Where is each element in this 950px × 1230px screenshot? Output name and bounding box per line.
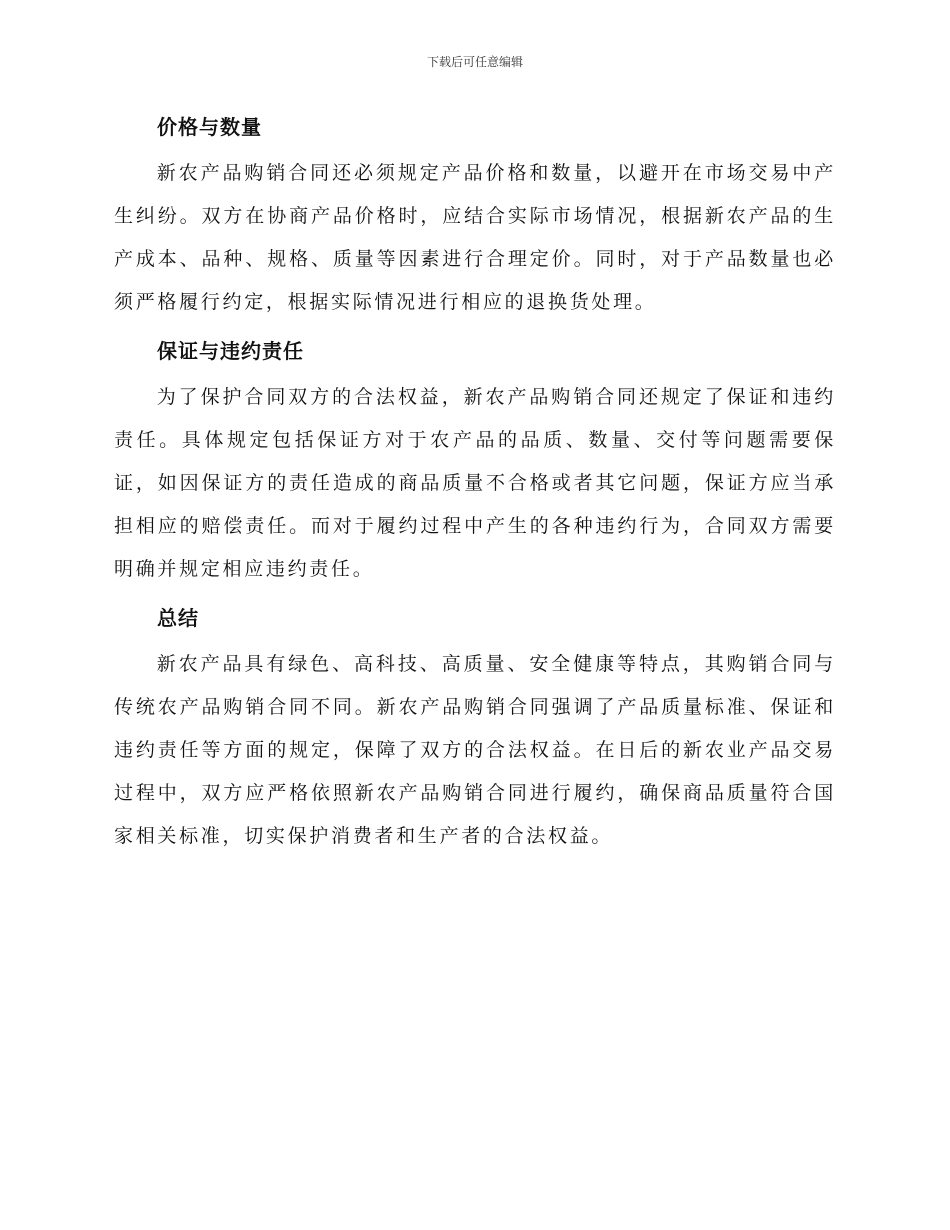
section-price-quantity	[114, 110, 836, 324]
document-body	[114, 110, 836, 868]
section-summary	[114, 601, 836, 858]
page-header-note: 下载后可任意编辑	[426, 55, 523, 69]
section-heading: 总结	[157, 606, 199, 630]
section-paragraph: 新农产品具有绿色、高科技、高质量、安全健康等特点，其购销合同与传统农产品购销合同不同。新农产品购销合同强调了产品质量标准、保证和违约责任等方面的规定，保障了双方的合法权益。在日后的新农业产品交易过程中，双方应严格依照新农产品购销合同进行履约，确保商品质量符合国家相关标准，切实保护消费者和生产者的合法权益。	[114, 653, 836, 847]
section-guarantee-liability	[114, 334, 836, 591]
section-paragraph: 为了保护合同双方的合法权益，新农产品购销合同还规定了保证和违约责任。具体规定包括保证方对于农产品的品质、数量、交付等问题需要保证，如因保证方的责任造成的商品质量不合格或者其它问题，保证方应当承担相应的赔偿责任。而对于履约过程中产生的各种违约行为，合同双方需要明确并规定相应违约责任。	[114, 386, 836, 580]
section-heading: 价格与数量	[157, 115, 262, 139]
section-heading: 保证与违约责任	[157, 339, 304, 363]
section-paragraph: 新农产品购销合同还必须规定产品价格和数量，以避开在市场交易中产生纠纷。双方在协商产品价格时，应结合实际市场情况，根据新农产品的生产成本、品种、规格、质量等因素进行合理定价。同时，对于产品数量也必须严格履行约定，根据实际情况进行相应的退换货处理。	[114, 162, 836, 313]
